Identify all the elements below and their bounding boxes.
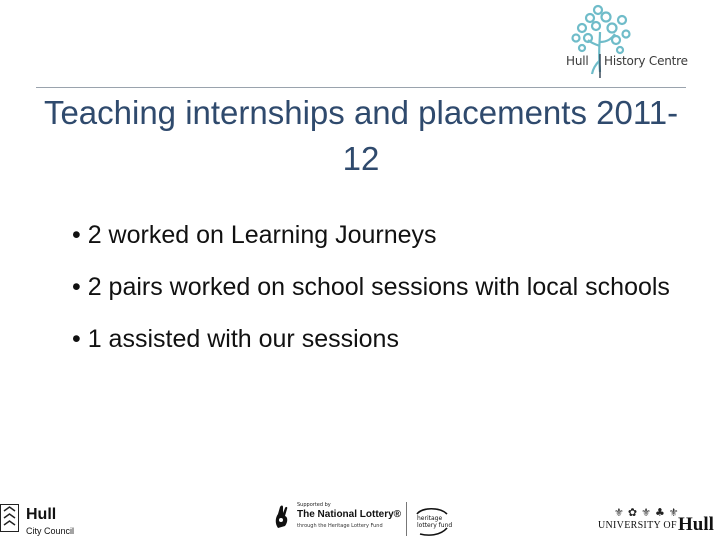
university-of-hull-logo	[596, 506, 720, 540]
university-of-text: UNIVERSITY OF	[598, 520, 677, 531]
hlf-text: heritage lottery fund	[417, 515, 453, 529]
tree-icon	[560, 2, 686, 80]
council-subtitle: City Council	[26, 526, 75, 536]
bullet-item: • 1 assisted with our sessions	[72, 325, 399, 353]
bullet-item: • 2 worked on Learning Journeys	[72, 221, 437, 249]
through-hlf-text: through the Heritage Lottery Fund	[297, 523, 383, 529]
bullet-item: • 2 pairs worked on school sessions with local schools	[72, 273, 670, 301]
lottery-crossed-fingers-icon	[272, 504, 292, 530]
hull-history-centre-logo	[560, 2, 686, 80]
title-divider	[36, 87, 686, 88]
footer-logos	[0, 490, 720, 540]
national-lottery-text: The National Lottery®	[297, 509, 402, 520]
logo-separator	[406, 502, 407, 536]
logo-history-centre-word: History Centre	[604, 54, 688, 68]
university-hull-text: Hull	[678, 514, 714, 535]
supported-by-text: Supported by	[297, 502, 331, 508]
slide-title: Teaching internships and placements 2011-12	[43, 94, 679, 177]
bullet-list	[72, 218, 682, 374]
lottery-logos	[272, 500, 462, 540]
university-crest-icons: ⚜✿⚜♣⚜	[614, 506, 683, 519]
logo-hull-word: Hull	[566, 54, 589, 68]
council-crest-icon	[0, 504, 19, 532]
council-name: Hull	[26, 506, 57, 523]
hull-city-council-logo	[0, 504, 80, 540]
